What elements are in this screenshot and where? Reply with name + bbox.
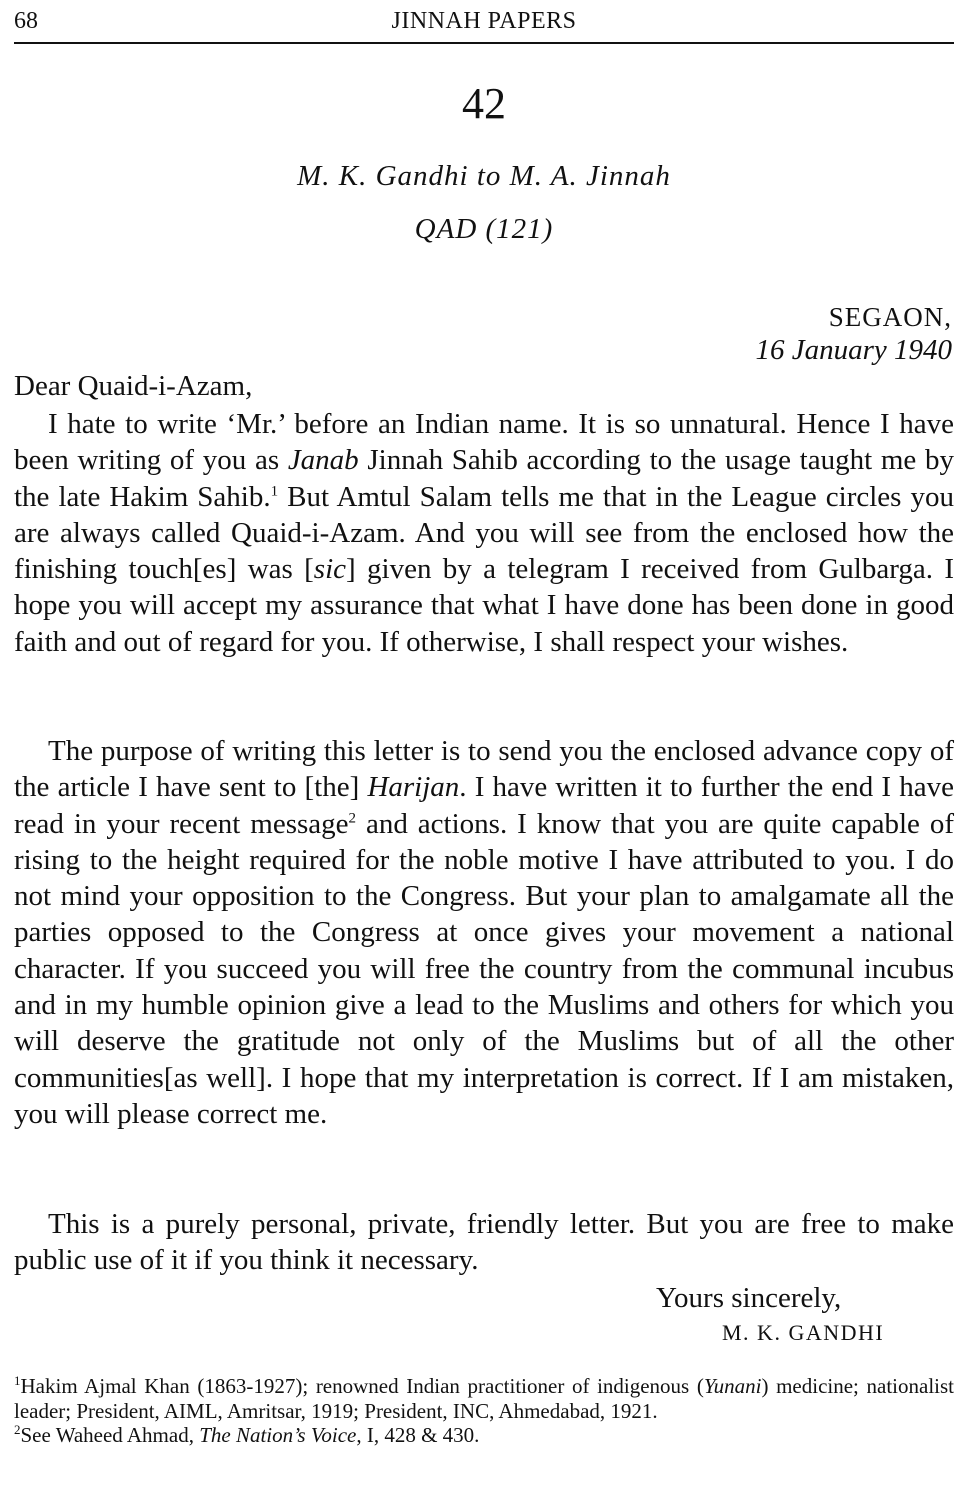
text-run: The purpose of writing this letter is to send you the enclosed advance copy of the article I have sent to [the]: [14, 735, 954, 804]
text-run: and actions. I know that you are quite capable of rising to the height required for the noble motive I have attributed to you. I do not mind your opposition to the Congress. But your plan to amalgamate all the parties opposed to the Congress at once gives your movement a national character. If you succeed you will free the country from the communal incubus and in my humble opinion give a lead to the Muslims and others for which you will deserve the gratitude not only of the Muslims but of all the other communities[as well]. I hope that my interpretation is correct. If I am mistaken, you will please correct me.: [14, 807, 955, 1130]
text-run: But Amtul Salam tells me that in the League circles you are always called Quaid-i-Azam. And you will see from the enclosed how the finishing touch[es] was [: [14, 480, 954, 586]
page-number: 68: [14, 8, 38, 34]
text-run: Hakim Ajmal Khan (1863-1927); renowned Indian practitioner of indigenous (: [20, 1374, 704, 1398]
footnote-2: [14, 1423, 954, 1448]
footnote-ref-1: 1: [270, 482, 279, 499]
running-head: JINNAH PAPERS: [391, 8, 577, 34]
letter-body-3: [14, 1206, 954, 1279]
text-run: ) medicine; nationalist leader; President, AIML, Amritsar, 1919; President, INC, Ahmedabad, 1921.: [14, 1374, 954, 1423]
paragraph-3: This is a purely personal, private, friendly letter. But you are free to make public use of it if you think it necessary.: [14, 1208, 954, 1277]
letter-body-2: [14, 733, 954, 1132]
italic-run: Yunani: [703, 1374, 762, 1398]
letter-date: 16 January 1940: [755, 334, 952, 366]
text-run: Jinnah Sahib according to the usage taught me by the late Hakim Sahib.: [14, 444, 954, 513]
italic-run: Janab: [287, 444, 359, 477]
document-source: QAD (121): [414, 213, 554, 245]
paragraph-2: [14, 733, 954, 1132]
text-run: I hate to write ‘Mr.’ before an Indian name. It is so unnatural. Hence I have been writing of you as: [14, 408, 954, 477]
salutation: Dear Quaid-i-Azam,: [14, 370, 253, 402]
closing: Yours sincerely,: [656, 1282, 842, 1314]
text-run: . I have written it to further the end I have read in your recent message: [14, 771, 954, 840]
document-number: 42: [462, 79, 506, 128]
text-run: See Waheed Ahmad,: [20, 1423, 200, 1447]
italic-run: Harijan: [367, 771, 460, 804]
italic-run: sic: [313, 553, 347, 586]
text-run: , I, 428 & 430.: [356, 1423, 480, 1447]
letter-place: SEGAON,: [828, 302, 952, 332]
page-header: [14, 2, 954, 44]
italic-run: The Nation’s Voice: [199, 1423, 357, 1447]
footnotes: [14, 1374, 954, 1448]
letter-body: [14, 406, 954, 660]
document-title: M. K. Gandhi to M. A. Jinnah: [297, 160, 671, 192]
text-run: ] given by a telegram I received from Gulbarga. I hope you will accept my assurance that what I have done has been done in good faith and out of regard for you. If otherwise, I shall respect your wishes.: [14, 553, 954, 658]
footnote-mark: 1: [14, 1373, 21, 1388]
footnote-mark: 2: [14, 1422, 21, 1437]
footnote-1: [14, 1374, 954, 1423]
paragraph-1: [14, 406, 954, 660]
signature: M. K. GANDHI: [722, 1320, 885, 1345]
footnote-ref-2: 2: [348, 809, 357, 826]
